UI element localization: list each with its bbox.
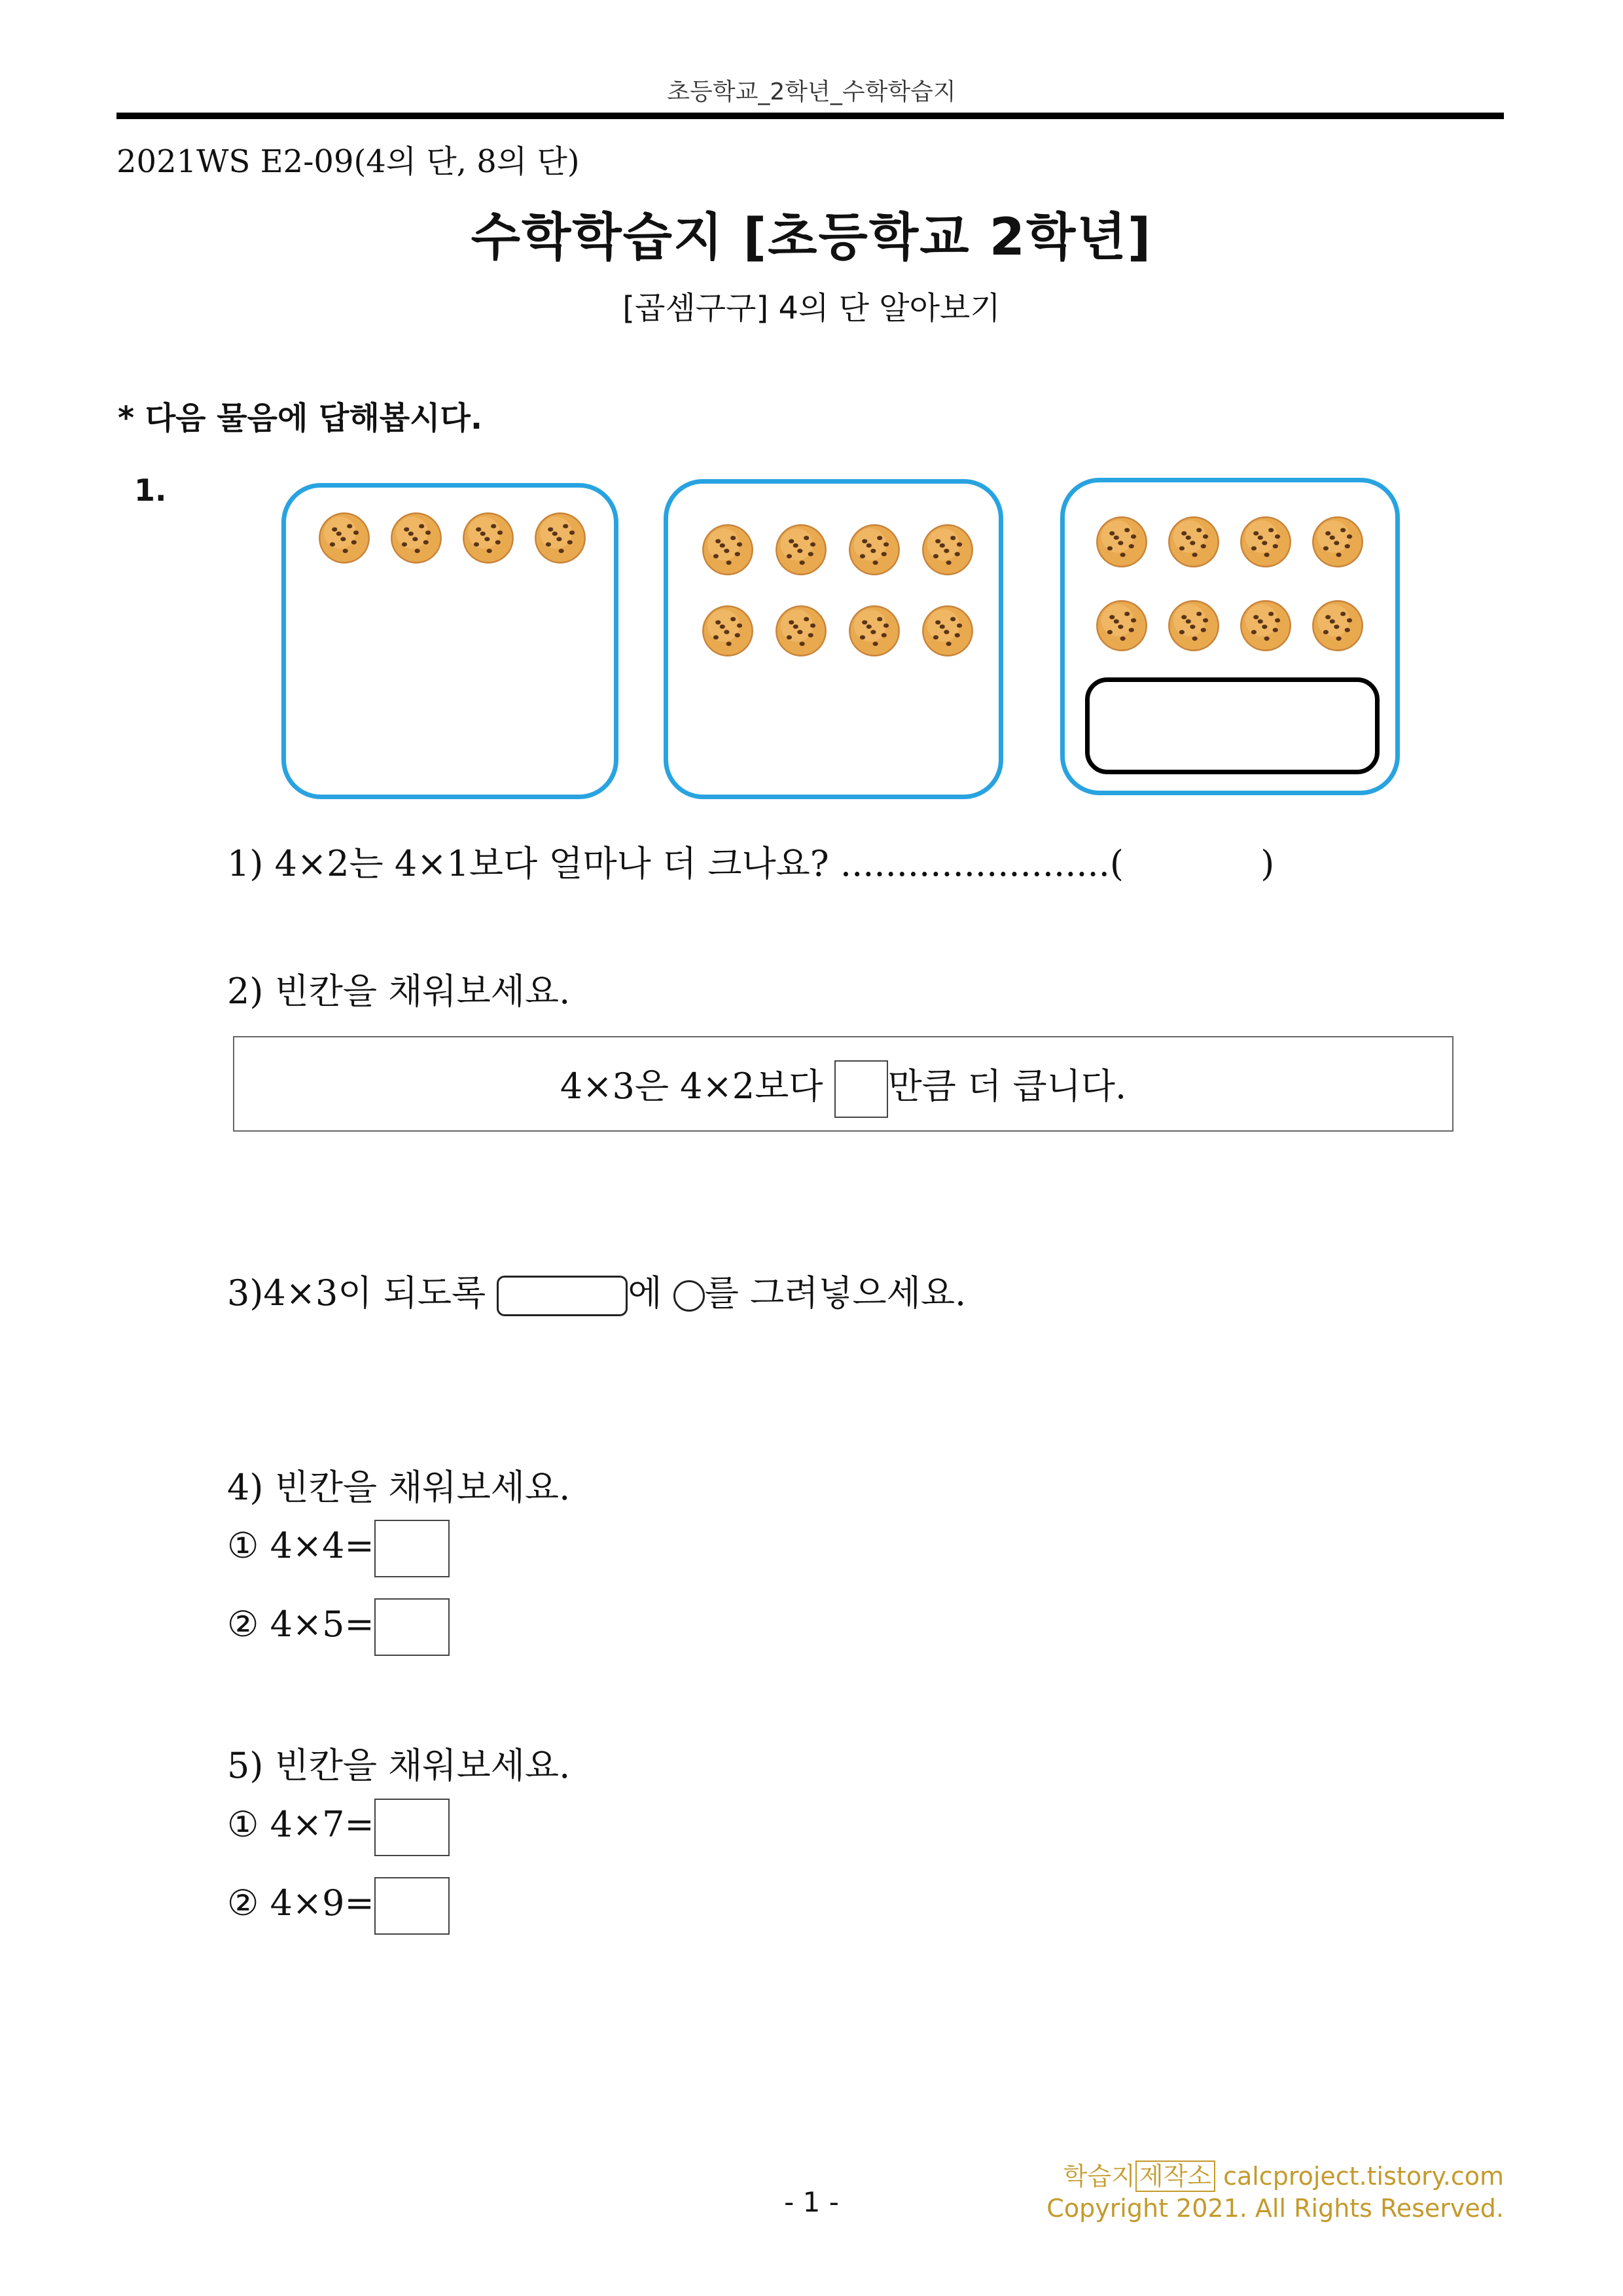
page-title: 수학학습지 [초등학교 2학년]: [471, 208, 1152, 267]
cookie-icon: [533, 511, 587, 565]
header-rule: [116, 113, 1504, 119]
footer-brand-boxed: 제작소: [1135, 2161, 1215, 2192]
question-4-item-2: [227, 1598, 450, 1656]
question-2-frame: [233, 1036, 1454, 1132]
cookie-icon: [1095, 599, 1149, 653]
question-3-mid: 에: [628, 1272, 673, 1314]
cookie-icon: [1239, 599, 1293, 653]
cookie-icon: [461, 511, 515, 565]
question-4-item-2-text: ② 4×5=: [227, 1604, 374, 1645]
question-4-label: 4) 빈칸을 채워보세요.: [227, 1467, 571, 1508]
cookie-icon: [317, 511, 371, 565]
cookie-icon: [847, 604, 901, 658]
question-3-prefix: 3)4×3이 되도록: [227, 1272, 497, 1314]
question-2-answer-box[interactable]: [834, 1060, 888, 1118]
cookie-icon: [701, 604, 755, 658]
worksheet-code: 2021WS E2-09(4의 단, 8의 단): [116, 143, 580, 180]
question-1-close: ): [1260, 843, 1275, 884]
question-5-item-1: [227, 1799, 450, 1856]
panel-answer-box[interactable]: [1085, 677, 1380, 774]
question-4-item-1-text: ① 4×4=: [227, 1525, 374, 1566]
page-number: - 1 -: [784, 2186, 839, 2218]
question-4-item-1: [227, 1520, 450, 1577]
question-5-label: 5) 빈칸을 채워보세요.: [227, 1745, 571, 1786]
question-5-item-2-answer[interactable]: [374, 1877, 450, 1935]
cookie-panel-2: [664, 479, 1003, 799]
cookie-panel-1: [281, 483, 618, 799]
footer-copyright: Copyright 2021. All Rights Reserved.: [1046, 2194, 1504, 2223]
question-1: [227, 836, 1274, 886]
cookie-icon: [921, 604, 974, 658]
circle-icon: [673, 1280, 705, 1312]
cookie-icon: [389, 511, 443, 565]
question-2-after: 만큼 더 큽니다.: [887, 1066, 1127, 1107]
cookie-icon: [847, 523, 901, 577]
question-5-item-2-text: ② 4×9=: [227, 1882, 374, 1924]
question-number: 1.: [134, 473, 167, 508]
page-subtitle: [곱셈구구] 4의 단 알아보기: [622, 290, 1001, 327]
cookie-icon: [774, 523, 828, 577]
question-4-item-1-answer[interactable]: [374, 1520, 450, 1577]
instruction: * 다음 물음에 답해봅시다.: [118, 400, 483, 437]
cookie-icon: [1167, 515, 1221, 569]
question-2-label: 2) 빈칸을 채워보세요.: [227, 971, 571, 1012]
question-5-item-1-answer[interactable]: [374, 1799, 450, 1856]
question-3-draw-box[interactable]: [497, 1276, 628, 1316]
cookie-icon: [1239, 515, 1293, 569]
running-header: 초등학교_2학년_수학학습지: [667, 79, 956, 105]
question-3: [227, 1265, 966, 1316]
cookie-icon: [774, 604, 828, 658]
cookie-icon: [1311, 599, 1364, 653]
cookie-icon: [1311, 515, 1364, 569]
question-2-before: 4×3은 4×2보다: [560, 1066, 834, 1107]
question-4-item-2-answer[interactable]: [374, 1598, 450, 1656]
question-5-item-2: [227, 1877, 450, 1935]
question-3-suffix: 를 그려넣으세요.: [704, 1272, 967, 1314]
footer-brand-left: 학습지: [1063, 2162, 1135, 2191]
footer-url[interactable]: calcproject.tistory.com: [1215, 2162, 1504, 2191]
cookie-icon: [701, 523, 755, 577]
cookie-icon: [1095, 515, 1149, 569]
cookie-icon: [921, 523, 974, 577]
cookie-icon: [1167, 599, 1221, 653]
question-5-item-1-text: ① 4×7=: [227, 1804, 374, 1845]
question-1-text: 1) 4×2는 4×1보다 얼마나 더 크나요? ........................(: [227, 843, 1124, 884]
